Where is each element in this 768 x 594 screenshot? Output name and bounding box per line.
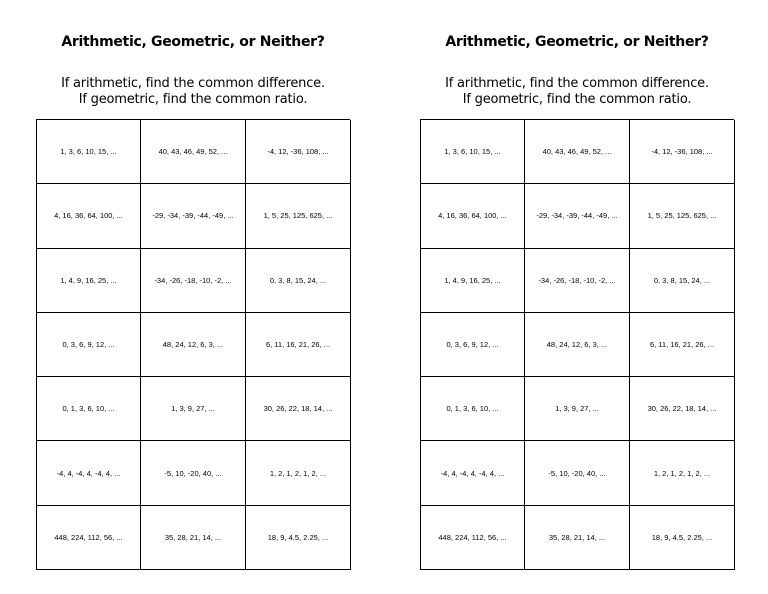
- sequence-grid: [36, 119, 350, 570]
- sequence-cell: -5, 10, -20, 40, ...: [141, 441, 246, 505]
- sequence-cell: 40, 43, 46, 49, 52, ...: [525, 120, 630, 184]
- sequence-cell: 40, 43, 46, 49, 52, ...: [141, 120, 246, 184]
- sequence-cell: 30, 26, 22, 18, 14, ...: [630, 377, 735, 441]
- sequence-cell: 6, 11, 16, 21, 26, ...: [630, 313, 735, 377]
- worksheet-title: Arithmetic, Geometric, or Neither?: [61, 34, 325, 50]
- sequence-cell: -29, -34, -39, -44, -49, ...: [141, 184, 246, 248]
- sequence-cell: -4, 4, -4, 4, -4, 4, ...: [37, 441, 141, 505]
- sequence-cell: 1, 2, 1, 2, 1, 2, ...: [630, 441, 735, 505]
- sequence-cell: 1, 2, 1, 2, 1, 2, ...: [246, 441, 351, 505]
- sequence-cell: 4, 16, 36, 64, 100, ...: [37, 184, 141, 248]
- sequence-cell: 0, 1, 3, 6, 10, ...: [37, 377, 141, 441]
- sequence-cell: 1, 3, 9, 27, ...: [141, 377, 246, 441]
- worksheet-instructions: [22, 76, 364, 108]
- sequence-cell: 1, 3, 6, 10, 15, ...: [37, 120, 141, 184]
- sequence-cell: 18, 9, 4.5, 2.25, ...: [246, 506, 351, 570]
- sequence-cell: 1, 3, 6, 10, 15, ...: [421, 120, 525, 184]
- instruction-line-2: If geometric, find the common ratio.: [462, 92, 692, 107]
- sequence-cell: 35, 28, 21, 14, ...: [141, 506, 246, 570]
- sequence-cell: 6, 11, 16, 21, 26, ...: [246, 313, 351, 377]
- sequence-cell: 35, 28, 21, 14, ...: [525, 506, 630, 570]
- sequence-cell: -34, -26, -18, -10, -2, ...: [525, 249, 630, 313]
- sequence-cell: 1, 5, 25, 125, 625, ...: [246, 184, 351, 248]
- sequence-cell: -34, -26, -18, -10, -2, ...: [141, 249, 246, 313]
- sequence-cell: 1, 4, 9, 16, 25, ...: [421, 249, 525, 313]
- sequence-cell: 448, 224, 112, 56, ...: [421, 506, 525, 570]
- sequence-cell: 0, 3, 6, 9, 12, ...: [421, 313, 525, 377]
- sequence-grid: [420, 119, 734, 570]
- sequence-cell: 0, 3, 6, 9, 12, ...: [37, 313, 141, 377]
- sequence-cell: 0, 3, 8, 15, 24, ...: [246, 249, 351, 313]
- worksheet-instructions: [406, 76, 748, 108]
- sequence-cell: 0, 1, 3, 6, 10, ...: [421, 377, 525, 441]
- sequence-cell: 48, 24, 12, 6, 3, ...: [141, 313, 246, 377]
- sequence-cell: 30, 26, 22, 18, 14, ...: [246, 377, 351, 441]
- sequence-cell: -29, -34, -39, -44, -49, ...: [525, 184, 630, 248]
- sequence-cell: -4, 12, -36, 108, ...: [246, 120, 351, 184]
- instruction-line-2: If geometric, find the common ratio.: [78, 92, 308, 107]
- sequence-cell: 48, 24, 12, 6, 3, ...: [525, 313, 630, 377]
- instruction-line-1: If arithmetic, find the common difference.: [445, 76, 709, 91]
- sequence-cell: 1, 3, 9, 27, ...: [525, 377, 630, 441]
- instruction-line-1: If arithmetic, find the common difference.: [61, 76, 325, 91]
- sequence-cell: 1, 5, 25, 125, 625, ...: [630, 184, 735, 248]
- sequence-cell: 448, 224, 112, 56, ...: [37, 506, 141, 570]
- sequence-cell: 0, 3, 8, 15, 24, ...: [630, 249, 735, 313]
- sequence-cell: -4, 4, -4, 4, -4, 4, ...: [421, 441, 525, 505]
- sequence-cell: 18, 9, 4.5, 2.25, ...: [630, 506, 735, 570]
- sequence-cell: 4, 16, 36, 64, 100, ...: [421, 184, 525, 248]
- sequence-cell: -5, 10, -20, 40, ...: [525, 441, 630, 505]
- sequence-cell: -4, 12, -36, 108, ...: [630, 120, 735, 184]
- sequence-cell: 1, 4, 9, 16, 25, ...: [37, 249, 141, 313]
- worksheet-title: Arithmetic, Geometric, or Neither?: [445, 34, 709, 50]
